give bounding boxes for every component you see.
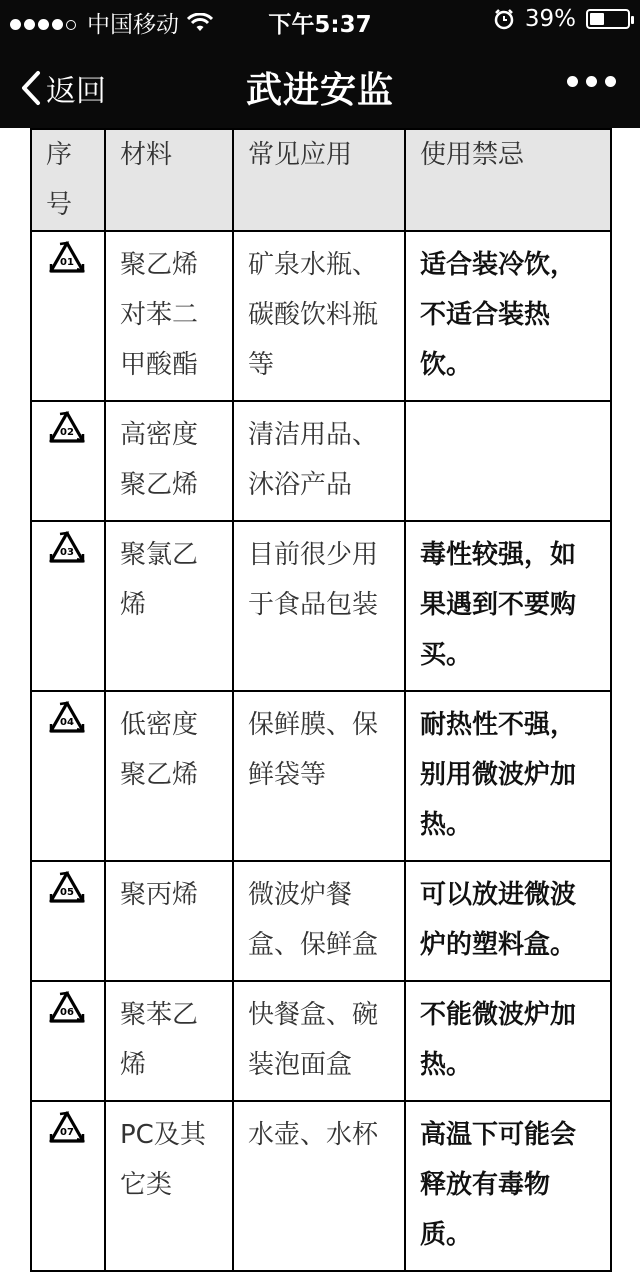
- recycle-code-cell: [31, 861, 105, 981]
- application-cell: 水壶、水杯: [233, 1101, 405, 1271]
- recycle-code-cell: [31, 521, 105, 691]
- material-cell: 聚丙烯: [105, 861, 233, 981]
- table-row: [31, 861, 611, 981]
- application-cell: 保鲜膜、保鲜袋等: [233, 691, 405, 861]
- header-material: 材料: [105, 129, 233, 231]
- caution-cell: 可以放进微波炉的塑料盒。: [405, 861, 611, 981]
- table-row: [31, 521, 611, 691]
- material-cell: PC及其它类: [105, 1101, 233, 1271]
- caution-cell: 毒性较强，如果遇到不要购买。: [405, 521, 611, 691]
- material-cell: 高密度聚乙烯: [105, 401, 233, 521]
- caution-cell: [405, 401, 611, 521]
- table-row: [31, 1101, 611, 1271]
- alarm-clock-icon: [493, 8, 515, 30]
- recycle-code-label: 04: [60, 717, 74, 728]
- table-row: [31, 981, 611, 1101]
- header-application: 常见应用: [233, 129, 405, 231]
- table-row: [31, 401, 611, 521]
- recycling-symbol-icon: [46, 988, 88, 1030]
- recycling-symbol-icon: [46, 698, 88, 740]
- more-dot-icon: [567, 76, 578, 87]
- more-dot-icon: [586, 76, 597, 87]
- header-index: 序号: [31, 129, 105, 231]
- plastics-table: [30, 128, 610, 1272]
- application-cell: 矿泉水瓶、碳酸饮料瓶等: [233, 231, 405, 401]
- recycle-code-cell: [31, 231, 105, 401]
- material-cell: 聚苯乙烯: [105, 981, 233, 1101]
- application-cell: 快餐盒、碗装泡面盒: [233, 981, 405, 1101]
- recycling-symbol-icon: [46, 1108, 88, 1150]
- recycle-code-cell: [31, 981, 105, 1101]
- recycle-code-label: 06: [60, 1007, 74, 1018]
- status-bar: [0, 0, 640, 40]
- material-cell: 聚氯乙烯: [105, 521, 233, 691]
- caution-cell: 不能微波炉加热。: [405, 981, 611, 1101]
- recycle-code-cell: [31, 401, 105, 521]
- caution-cell: 适合装冷饮，不适合装热饮。: [405, 231, 611, 401]
- carrier-name: 中国移动: [87, 12, 179, 38]
- nav-bar: [0, 40, 640, 128]
- recycle-code-label: 07: [60, 1127, 74, 1138]
- table-row: [31, 691, 611, 861]
- battery-icon: [586, 9, 630, 29]
- caution-cell: 高温下可能会释放有毒物质。: [405, 1101, 611, 1271]
- status-time: 下午5:37: [268, 12, 372, 38]
- more-menu-button[interactable]: [567, 76, 616, 87]
- table-row: [31, 231, 611, 401]
- more-dot-icon: [605, 76, 616, 87]
- recycling-symbol-icon: [46, 408, 88, 450]
- table-header-row: [31, 129, 611, 231]
- application-cell: 微波炉餐盒、保鲜盒: [233, 861, 405, 981]
- recycling-symbol-icon: [46, 238, 88, 280]
- application-cell: 目前很少用于食品包装: [233, 521, 405, 691]
- status-right: [493, 6, 630, 32]
- recycling-symbol-icon: [46, 868, 88, 910]
- recycling-symbol-icon: [46, 528, 88, 570]
- caution-cell: 耐热性不强，别用微波炉加热。: [405, 691, 611, 861]
- recycle-code-label: 03: [60, 547, 74, 558]
- recycle-code-label: 05: [60, 887, 74, 898]
- application-cell: 清洁用品、沐浴产品: [233, 401, 405, 521]
- recycle-code-cell: [31, 1101, 105, 1271]
- back-label: 返回: [46, 74, 106, 109]
- recycle-code-label: 02: [60, 427, 74, 438]
- material-cell: 聚乙烯对苯二甲酸酯: [105, 231, 233, 401]
- material-cell: 低密度聚乙烯: [105, 691, 233, 861]
- recycle-code-cell: [31, 691, 105, 861]
- recycle-code-label: 01: [60, 257, 74, 268]
- page-title: 武进安监: [245, 70, 394, 111]
- header-caution: 使用禁忌: [405, 129, 611, 231]
- battery-percent: 39%: [524, 6, 576, 32]
